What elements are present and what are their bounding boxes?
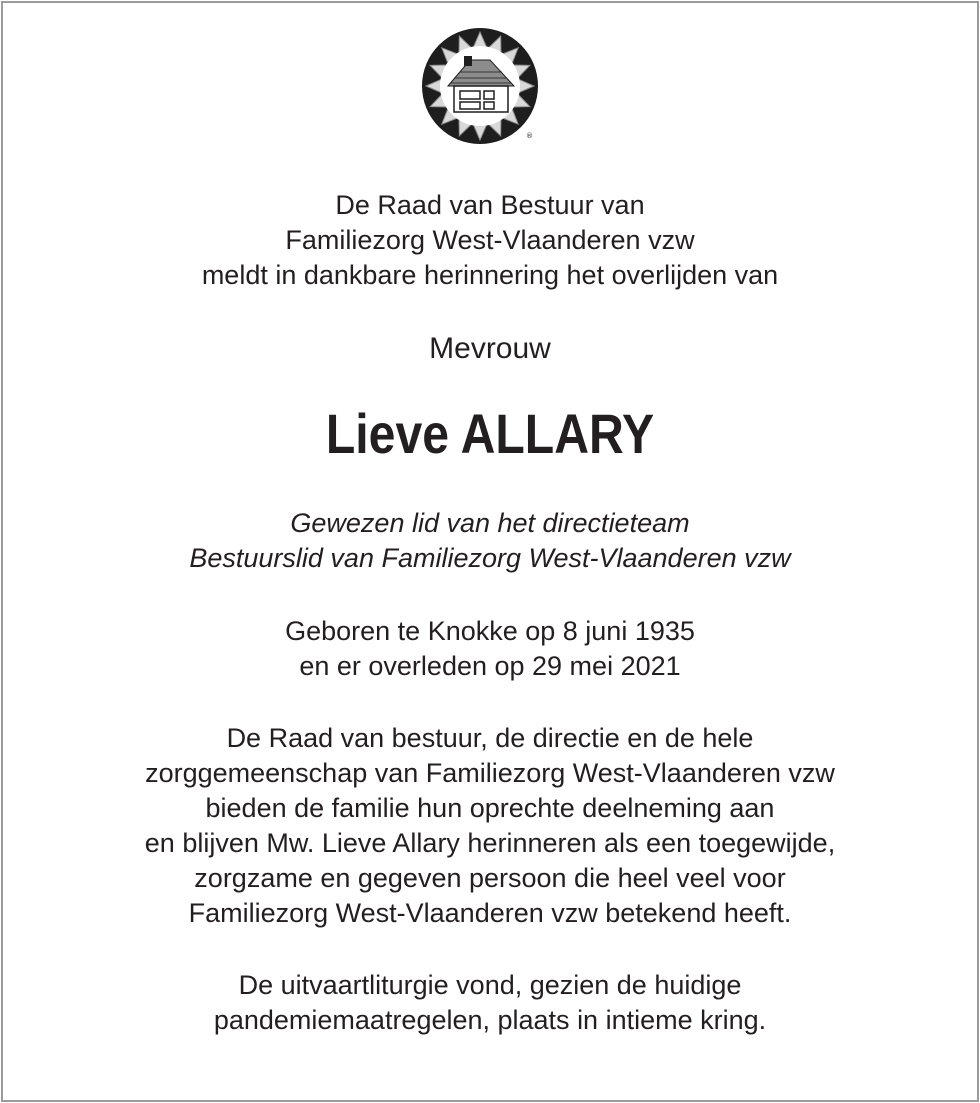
condolence-line: zorggemeenschap van Familiezorg West-Vlaanderen vzw bbox=[145, 758, 835, 788]
condolence-line: en blijven Mw. Lieve Allary herinneren als een toegewijde, bbox=[144, 828, 836, 858]
date-line: Geboren te Knokke op 8 juni 1935 bbox=[285, 616, 695, 646]
condolence-line: bieden de familie hun oprechte deelneming aan bbox=[205, 793, 775, 823]
intro-text bbox=[0, 188, 980, 293]
funeral-line: De uitvaartliturgie vond, gezien de huidige bbox=[238, 970, 742, 1000]
intro-line: De Raad van Bestuur van bbox=[335, 190, 645, 220]
intro-line: meldt in dankbare herinnering het overlijden van bbox=[201, 260, 779, 290]
roles bbox=[0, 506, 980, 576]
condolence-line: Familiezorg West-Vlaanderen vzw betekend heeft. bbox=[188, 898, 792, 928]
trademark-mark: ® bbox=[526, 132, 533, 140]
role-line: Gewezen lid van het directieteam bbox=[290, 508, 690, 538]
salutation: Mevrouw bbox=[429, 332, 551, 365]
life-dates bbox=[0, 614, 980, 684]
deceased-name: Lieve ALLARY bbox=[325, 402, 655, 465]
funeral-line: pandemiemaatregelen, plaats in intieme kring. bbox=[213, 1005, 767, 1035]
condolence-line: zorgzame en gegeven persoon die heel veel voor bbox=[194, 863, 786, 893]
role-line: Bestuurslid van Familiezorg West-Vlaanderen vzw bbox=[189, 543, 791, 573]
date-line: en er overleden op 29 mei 2021 bbox=[299, 651, 681, 681]
condolence-message bbox=[0, 721, 980, 931]
condolence-line: De Raad van bestuur, de directie en de hele bbox=[226, 723, 754, 753]
intro-line: Familiezorg West-Vlaanderen vzw bbox=[285, 225, 695, 255]
funeral-notice bbox=[0, 968, 980, 1038]
familiezorg-logo bbox=[420, 26, 546, 152]
